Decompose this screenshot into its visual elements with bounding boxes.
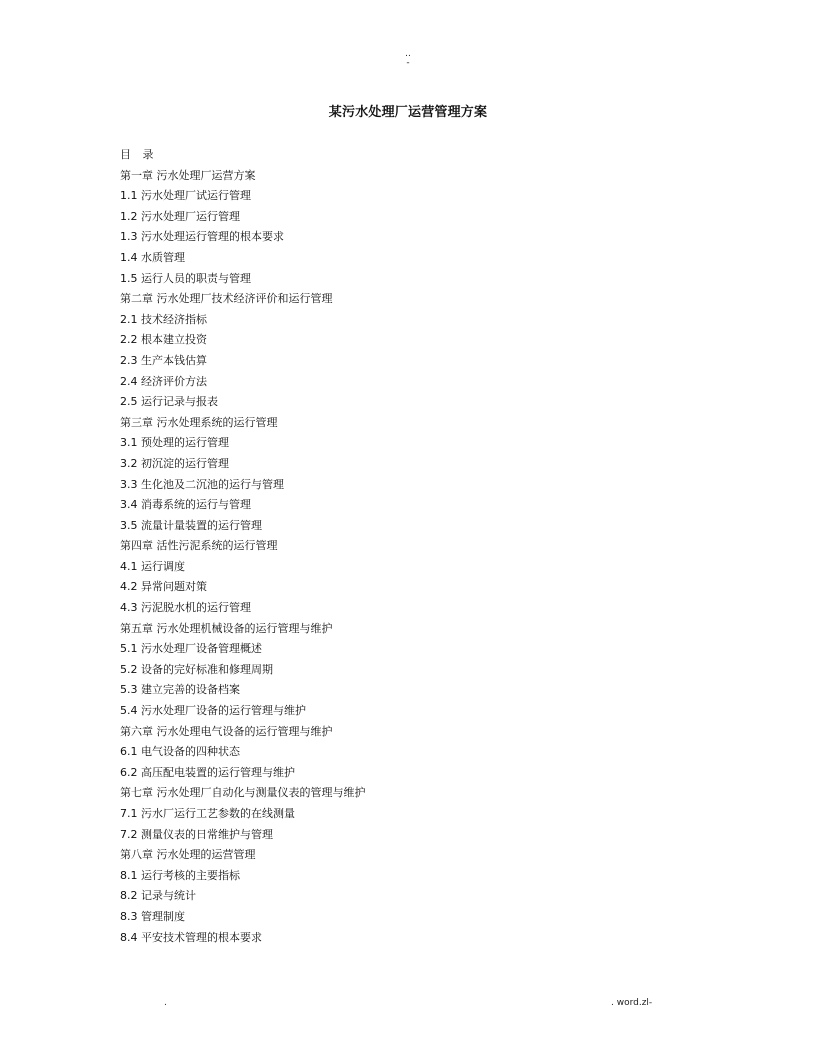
toc-item-6-1: 6.1 电气设备的四种状态 [120,745,240,759]
header-dots: .. [405,49,411,59]
toc-item-2-4: 2.4 经济评价方法 [120,374,207,388]
header-dash: - [406,58,410,68]
table-of-contents [120,145,720,948]
toc-item-8-1: 8.1 运行考核的主要指标 [120,868,240,882]
toc-chapter-4: 第四章 活性污泥系统的运行管理 [120,539,278,553]
toc-item-5-1: 5.1 污水处理厂设备管理概述 [120,642,262,656]
toc-chapter-1: 第一章 污水处理厂运营方案 [120,168,256,182]
toc-item-3-5: 3.5 流量计量装置的运行管理 [120,518,262,532]
toc-item-8-4: 8.4 平安技术管理的根本要求 [120,930,262,944]
toc-item-4-1: 4.1 运行调度 [120,559,185,573]
toc-item-1-1: 1.1 污水处理厂试运行管理 [120,189,251,203]
toc-item-3-4: 3.4 消毒系统的运行与管理 [120,498,251,512]
toc-item-3-1: 3.1 预处理的运行管理 [120,436,229,450]
toc-item-2-1: 2.1 技术经济指标 [120,312,207,326]
toc-chapter-5: 第五章 污水处理机械设备的运行管理与维护 [120,621,333,635]
toc-chapter-8: 第八章 污水处理的运营管理 [120,848,256,862]
toc-item-6-2: 6.2 高压配电装置的运行管理与维护 [120,765,295,779]
toc-chapter-2: 第二章 污水处理厂技术经济评价和运行管理 [120,292,333,306]
toc-item-1-5: 1.5 运行人员的职责与管理 [120,271,251,285]
footer-right-mark: . word.zl- [611,998,653,1008]
toc-item-8-2: 8.2 记录与统计 [120,889,196,903]
document-title: 某污水处理厂运营管理方案 [328,105,488,120]
page-header-mark [402,50,414,68]
toc-item-3-2: 3.2 初沉淀的运行管理 [120,456,229,470]
toc-item-4-3: 4.3 污泥脱水机的运行管理 [120,601,251,615]
toc-item-1-4: 1.4 水质管理 [120,250,185,264]
toc-item-4-2: 4.2 异常问题对策 [120,580,207,594]
toc-item-7-1: 7.1 污水厂运行工艺参数的在线测量 [120,807,295,820]
toc-heading: 目 录 [120,148,158,161]
toc-item-8-3: 8.3 管理制度 [120,909,185,923]
toc-item-2-5: 2.5 运行记录与报表 [120,395,218,409]
toc-item-5-4: 5.4 污水处理厂设备的运行管理与维护 [120,704,306,718]
toc-chapter-6: 第六章 污水处理电气设备的运行管理与维护 [120,724,333,738]
toc-chapter-7: 第七章 污水处理厂自动化与测量仪表的管理与维护 [120,786,366,800]
toc-item-2-2: 2.2 根本建立投资 [120,333,207,347]
toc-item-3-3: 3.3 生化池及二沉池的运行与管理 [120,477,284,491]
toc-item-1-2: 1.2 污水处理厂运行管理 [120,209,240,223]
toc-chapter-3: 第三章 污水处理系统的运行管理 [120,415,278,429]
toc-item-1-3: 1.3 污水处理运行管理的根本要求 [120,230,284,244]
toc-item-2-3: 2.3 生产本钱估算 [120,353,207,367]
footer-left-mark: . [164,998,167,1008]
toc-item-7-2: 7.2 测量仪表的日常维护与管理 [120,827,273,841]
toc-item-5-3: 5.3 建立完善的设备档案 [120,683,240,697]
toc-item-5-2: 5.2 设备的完好标准和修理周期 [120,662,273,676]
